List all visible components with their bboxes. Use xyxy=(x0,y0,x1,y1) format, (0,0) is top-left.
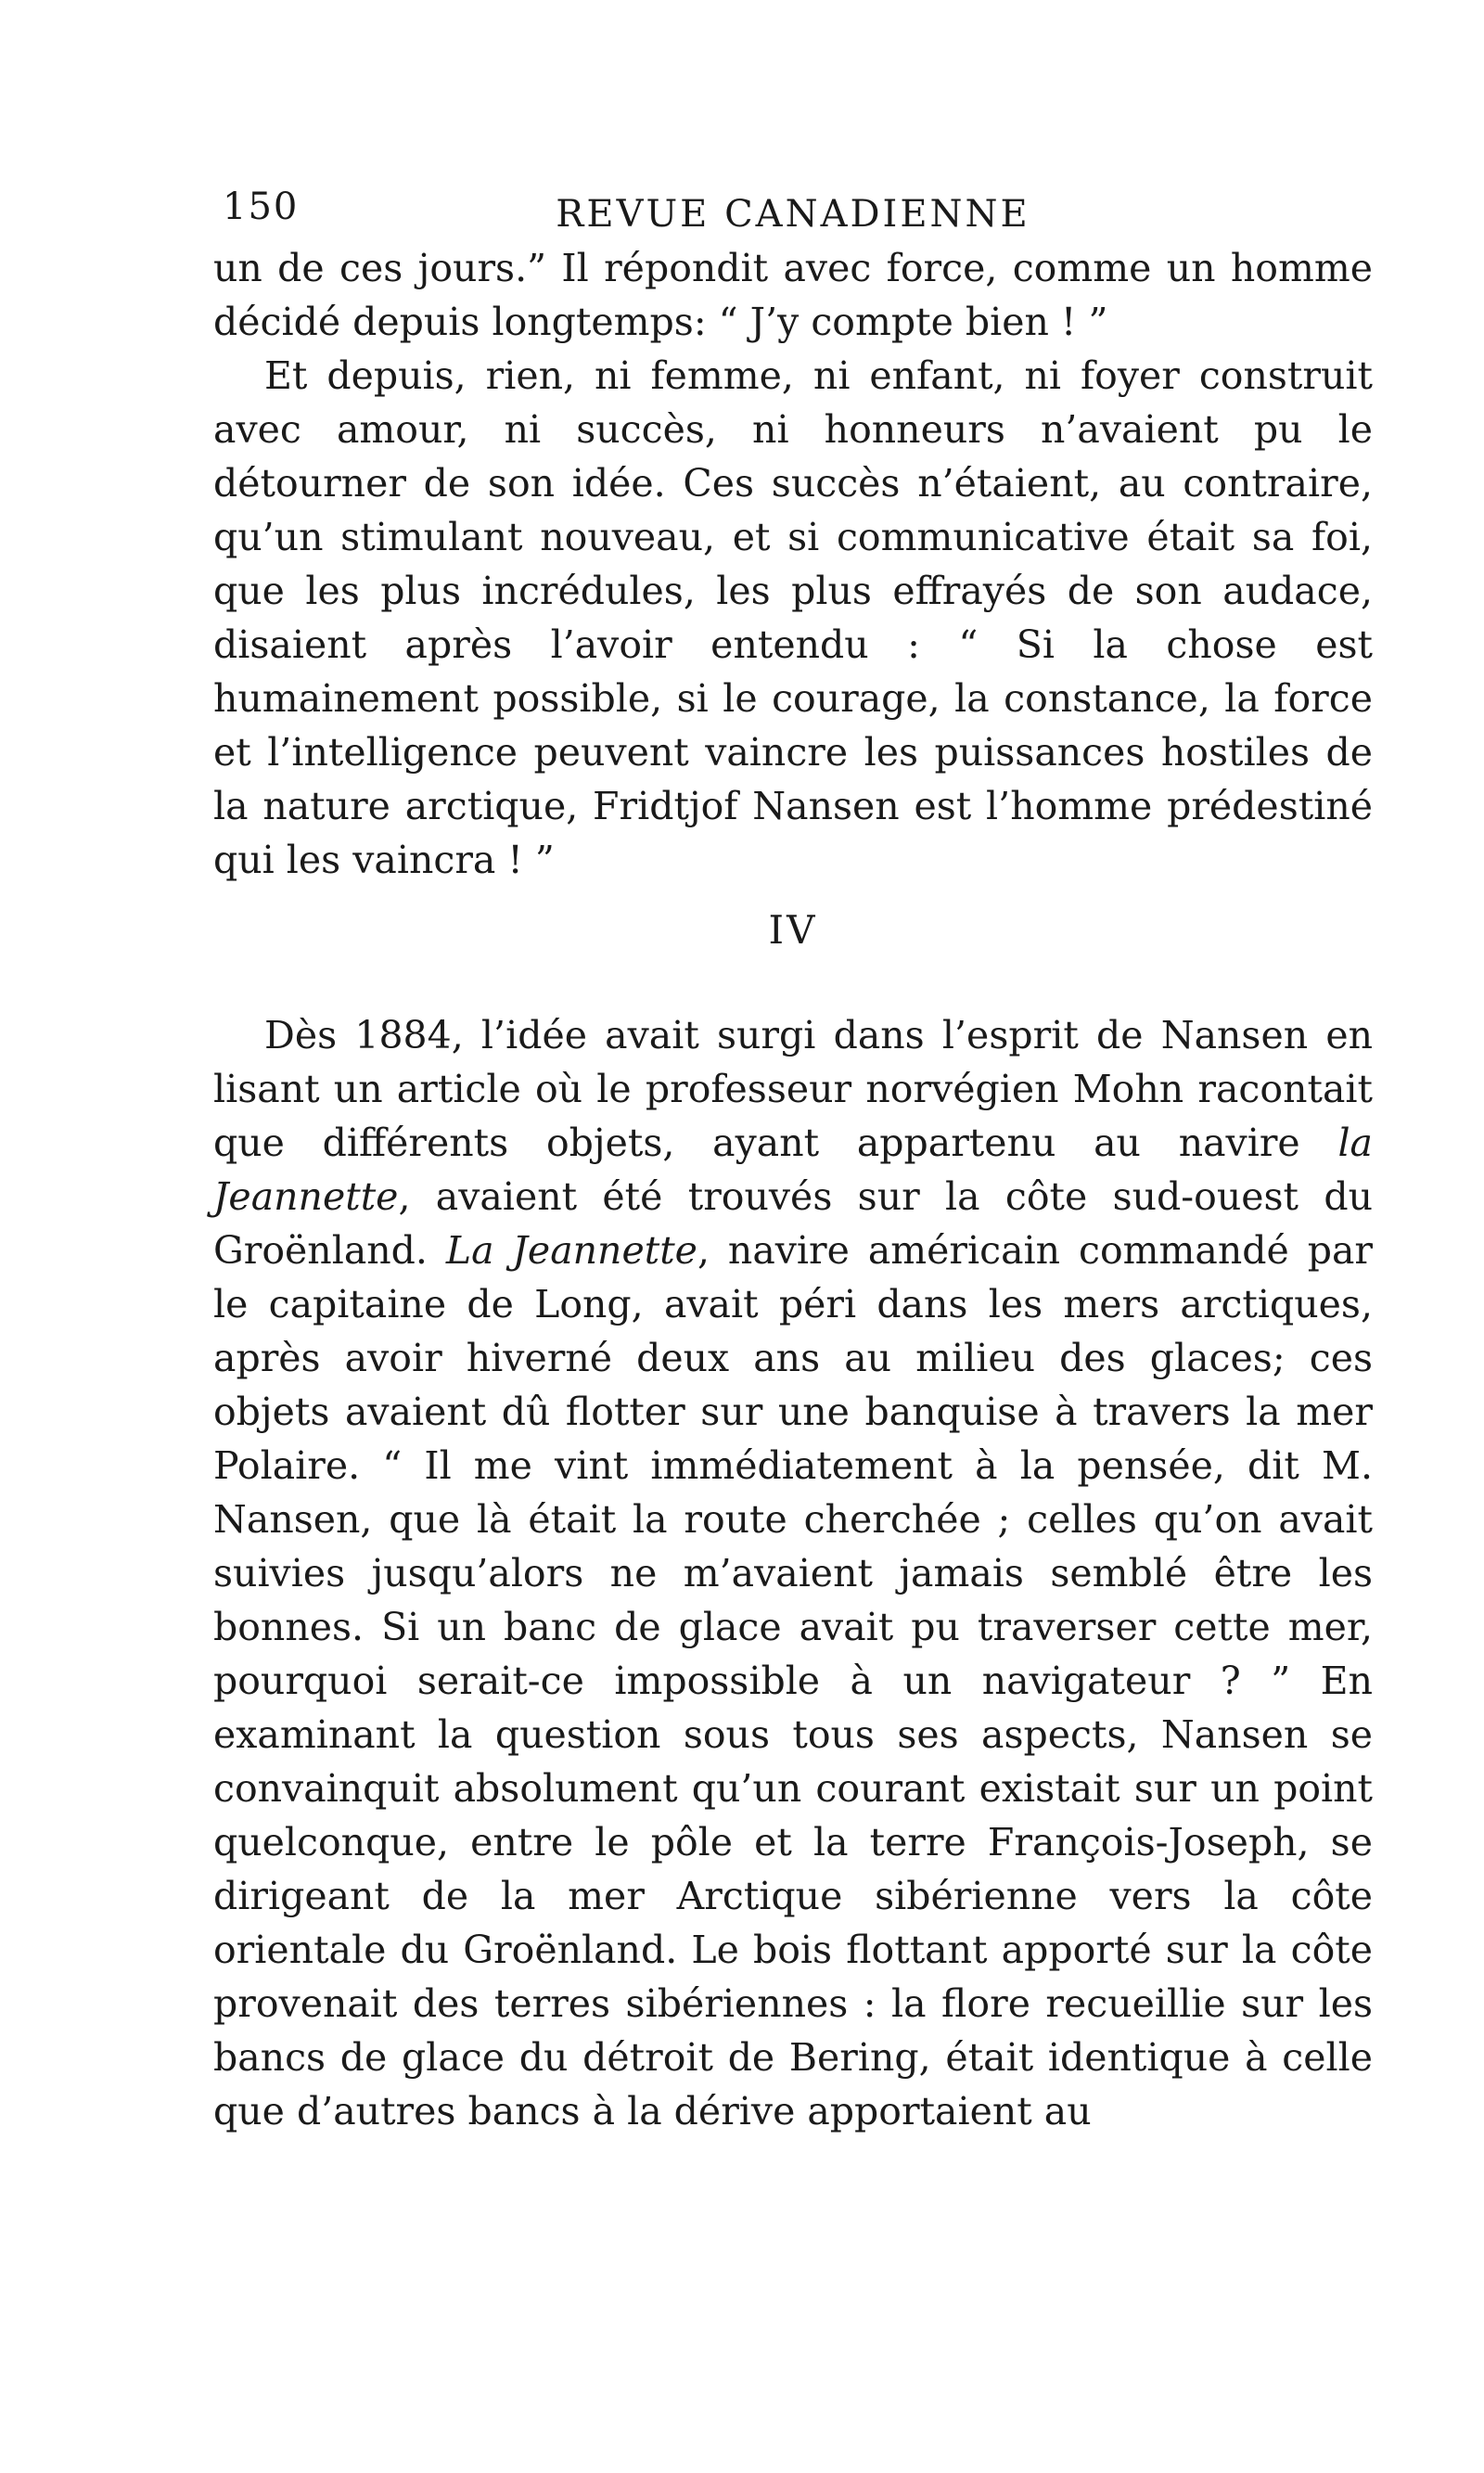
text-run: , avaient été trouvés sur la côte sud-ouest du Groënland. xyxy=(213,1174,1373,1273)
book-page xyxy=(213,176,1373,2138)
paragraph-nansen-resolve: Et depuis, rien, ni femme, ni enfant, ni foyer construit avec amour, ni succès, ni honneurs n’avaient pu le détourner de son idée. Ces succès n’étaient, au contraire, qu’un stimulant nouveau, et si communicative était sa foi, que les plus incrédules, les plus effrayés de son audace, disaient après l’avoir entendu : “ Si la chose est humainement possible, si le courage, la constance, la force et l’intelligence peuvent vaincre les puissances hostiles de la nature arctique, Fridtjof Nansen est l’homme prédestiné qui les vaincra ! ” xyxy=(213,353,1373,882)
ship-name-italic: La Jeannette xyxy=(445,1228,697,1273)
section-heading: IV xyxy=(768,907,818,953)
paragraph-continuation: un de ces jours.” Il répondit avec force, comme un homme décidé depuis longtemps: “ J’y compte bien ! ” xyxy=(213,246,1373,344)
text-run: , navire américain commandé par le capitaine de Long, avait péri dans les mers arctiques, après avoir hiverné deux ans au milieu des glaces; ces objets avaient dû flotter sur une banquise à travers la mer Polaire. “ Il me vint immédiatement à la pensée, dit M. Nansen, que là était la route cherchée ; celles qu’on avait suivies jusqu’alors ne m’avaient jamais semblé être les bonnes. Si un banc de glace avait pu traverser cette mer, pourquoi serait-ce impossible à un navigateur ? ” En examinant la question sous tous ses aspects, Nansen se convainquit absolument qu’un courant existait sur un point quelconque, entre le pôle et la terre François-Joseph, se dirigeant de la mer Arctique sibérienne vers la côte orientale du Groënland. Le bois flottant apporté sur la côte provenait des terres sibériennes : la flore recueillie sur les bancs de glace du détroit de Bering, était identique à celle que d’autres bancs à la dérive apportaient au xyxy=(213,1228,1373,2133)
running-title: REVUE CANADIENNE xyxy=(556,193,1030,236)
page-number: 150 xyxy=(223,186,300,228)
page-header xyxy=(213,176,1373,241)
ship-name-italic: la Jeannette xyxy=(213,1121,1373,1219)
text-run: Dès 1884, l’idée avait surgi dans l’esprit de Nansen en lisant un article où le professeur norvégien Mohn racontait que différents objets, ayant appartenu au navire xyxy=(213,1013,1373,1165)
paragraph-section-iv xyxy=(213,1008,1373,2138)
